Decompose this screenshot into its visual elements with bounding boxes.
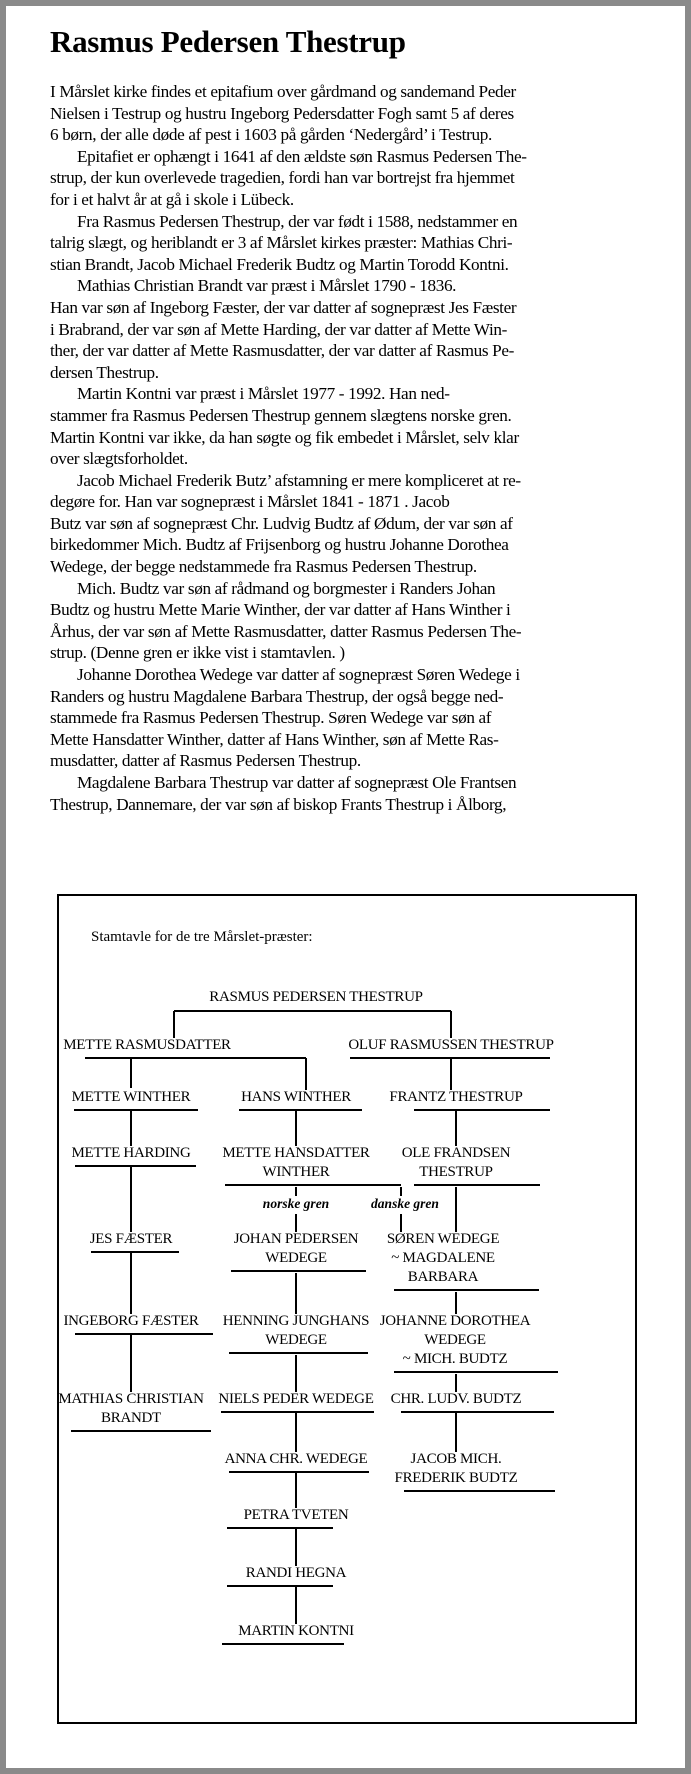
article-line: Århus, der var søn af Mette Rasmusdatter, datter Rasmus Pedersen The- [50,621,522,641]
branch-label-norske: norske gren [262,1196,330,1211]
tree-node-name: WEDEGE [424,1332,486,1348]
tree-node-anna [225,1450,368,1469]
tree-node-name: MATHIAS CHRISTIAN [58,1391,204,1407]
article-line: over slægtsforholdet. [50,449,188,469]
article-line: Johanne Dorothea Wedege var datter af sognepræst Søren Wedege i [77,665,520,685]
article-line: 6 børn, der alle døde af pest i 1603 på gården ‘Nedergård’ i Testrup. [50,125,492,145]
tree-node-ingeborg [63,1312,198,1331]
tree-node-root [209,988,422,1007]
family-tree-caption: Stamtavle for de tre Mårslet-præster: [91,929,313,945]
article-line: Thestrup, Dannemare, der var søn af biskop Frants Thestrup i Ålborg, [50,794,507,814]
article-line: Mathias Christian Brandt var præst i Mårslet 1790 - 1836. [77,276,457,296]
branch-label-danske: danske gren [371,1196,439,1211]
tree-node-mette-winther [72,1088,191,1107]
article-line: degøre for. Han var sognepræst i Mårslet 1841 - 1871 . Jacob [50,492,450,512]
tree-node-name: THESTRUP [419,1164,493,1180]
tree-node-mette-rasmusdatter [63,1036,231,1055]
tree-node-martin [238,1622,354,1641]
tree-node-frantz [389,1088,522,1107]
article-line: strup. (Denne gren er ikke vist i stamtavlen. ) [50,643,345,663]
tree-node-name: SØREN WEDEGE [386,1231,500,1247]
article-line: birkedommer Mich. Budtz af Frijsenborg og hustru Johanne Dorothea [50,535,509,555]
tree-node-name: ~ MAGDALENE [391,1250,495,1266]
tree-node-name: HENNING JUNGHANS [222,1313,370,1329]
tree-node-soren-wedege [387,1230,499,1287]
tree-node-name: OLE FRANDSEN [401,1145,511,1161]
article-line: for i et halvt år at gå i skole i Lübeck. [50,189,294,209]
tree-node-name: METTE HARDING [71,1145,191,1161]
article-line: Nielsen i Testrup og hustru Ingeborg Pedersdatter Fogh samt 5 af deres [50,103,514,123]
article-line: ther, der var datter af Mette Rasmusdatter, der var datter af Rasmus Pe- [50,341,515,361]
tree-node-chr-ludv [391,1390,522,1409]
tree-node-niels [218,1390,373,1409]
article-line: talrig slægt, og heriblandt er 3 af Mårslet kirkes præster: Mathias Chri- [50,233,513,253]
article-line: Martin Kontni var ikke, da han søgte og fik embedet i Mårslet, selv klar [50,427,519,447]
article-body [50,81,640,815]
tree-node-name: INGEBORG FÆSTER [63,1313,199,1329]
tree-node-name: JOHANNE DOROTHEA [379,1313,531,1329]
tree-node-mette-hansdatter [222,1144,369,1182]
article-line: Wedege, der begge nedstammede fra Rasmus Pedersen Thestrup. [50,557,477,577]
tree-node-name: MARTIN KONTNI [238,1623,354,1639]
tree-node-name: CHR. LUDV. BUDTZ [390,1391,522,1407]
family-tree-connectors [59,896,635,1722]
tree-node-mathias [58,1390,203,1428]
tree-node-name: BARBARA [407,1269,479,1285]
tree-node-ole-frandsen [402,1144,511,1182]
article-line: dersen Thestrup. [50,362,159,382]
article-line: Mette Hansdatter Winther, datter af Hans Winther, søn af Mette Ras- [50,729,499,749]
tree-node-name: METTE WINTHER [71,1089,191,1105]
article-line: Magdalene Barbara Thestrup var datter af sognepræst Ole Frantsen [77,773,517,792]
tree-node-name: PETRA TVETEN [243,1507,349,1523]
tree-node-jes-faester [90,1230,172,1249]
tree-node-name: RANDI HEGNA [245,1565,347,1581]
article-line: Randers og hustru Magdalene Barbara Thestrup, der også begge ned- [50,686,504,706]
tree-node-name: METTE RASMUSDATTER [63,1037,231,1053]
tree-node-oluf [348,1036,553,1055]
tree-node-name: ANNA CHR. WEDEGE [224,1451,368,1467]
tree-node-name: ~ MICH. BUDTZ [402,1351,508,1367]
article-line: Epitafiet er ophængt i 1641 af den ældste søn Rasmus Pedersen The- [77,146,527,166]
article-line: stammede fra Rasmus Pedersen Thestrup. Søren Wedege var søn af [50,708,492,728]
article-line: i Brabrand, der var søn af Mette Harding, der var datter af Mette Win- [50,319,507,339]
tree-node-randi [246,1564,346,1583]
article-line: Butz var søn af sognepræst Chr. Ludvig Budtz af Ødum, der var søn af [50,513,513,533]
tree-node-name: WEDEGE [265,1250,327,1266]
article-line: Budtz og hustru Mette Marie Winther, der var datter af Hans Winther i [50,600,511,620]
tree-node-name: HANS WINTHER [241,1089,351,1105]
article-line: Han var søn af Ingeborg Fæster, der var datter af sognepræst Jes Fæster [50,297,517,317]
article-line: I Mårslet kirke findes et epitafium over gårdmand og sandemand Peder [50,82,516,101]
tree-node-name: RASMUS PEDERSEN THESTRUP [209,989,423,1005]
article-line: Mich. Budtz var søn af rådmand og borgmester i Randers Johan [77,578,496,598]
article-line: Martin Kontni var præst i Mårslet 1977 - 1992. Han ned- [77,384,450,404]
tree-node-name: WEDEGE [265,1332,327,1348]
article-line: Jacob Michael Frederik Butz’ afstamning er mere kompliceret at re- [77,470,521,490]
tree-node-name: WINTHER [262,1164,330,1180]
article-line: musdatter, datter af Rasmus Pedersen Thestrup. [50,751,361,771]
tree-node-name: JOHAN PEDERSEN [233,1231,359,1247]
tree-node-name: JES FÆSTER [89,1231,173,1247]
tree-node-name: NIELS PEDER WEDEGE [218,1391,374,1407]
document-page [6,6,685,1768]
tree-node-name: METTE HANSDATTER [222,1145,370,1161]
tree-node-name: JACOB MICH. [410,1451,502,1467]
tree-node-name: FREDERIK BUDTZ [394,1470,518,1486]
tree-node-henning [223,1312,369,1350]
tree-node-jacob [395,1450,518,1488]
tree-node-johanne [380,1312,531,1369]
tree-node-name: OLUF RASMUSSEN THESTRUP [348,1037,554,1053]
article-line: stammer fra Rasmus Pedersen Thestrup gennem slægtens norske gren. [50,405,512,425]
tree-node-name: BRANDT [101,1410,161,1426]
family-tree [57,894,637,1724]
article-line: stian Brandt, Jacob Michael Frederik Budtz og Martin Torodd Kontni. [50,254,509,274]
article-title: Rasmus Pedersen Thestrup [50,24,406,59]
article-line: Fra Rasmus Pedersen Thestrup, der var født i 1588, nedstammer en [77,211,518,231]
tree-node-mette-harding [71,1144,190,1163]
tree-node-name: FRANTZ THESTRUP [389,1089,523,1105]
article-line: strup, der kun overlevede tragedien, fordi han var bortrejst fra hjemmet [50,168,515,188]
tree-node-johan-pedersen [234,1230,359,1268]
tree-node-hans-winther [241,1088,351,1107]
tree-node-petra [244,1506,349,1525]
